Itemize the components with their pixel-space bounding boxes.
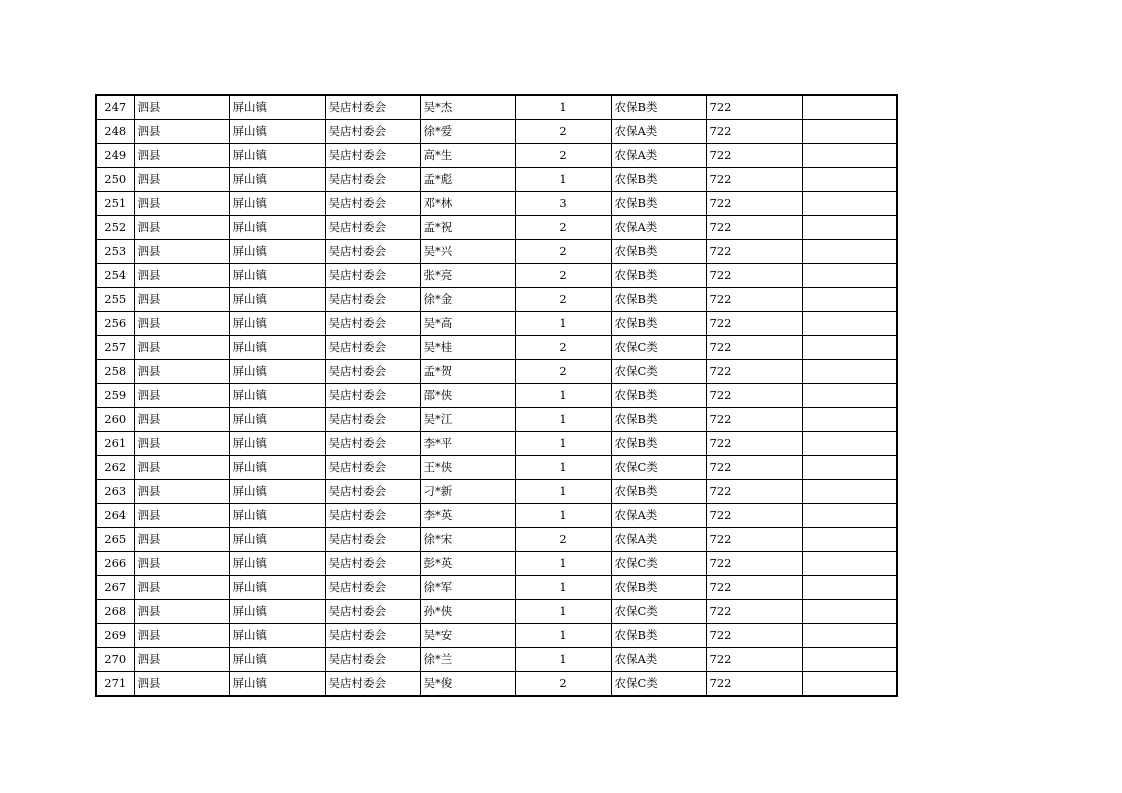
count-cell: 2: [515, 240, 611, 264]
town-cell: 屏山镇: [229, 264, 325, 288]
remark-cell: [802, 624, 897, 648]
remark-cell: [802, 552, 897, 576]
county-cell: 泗县: [134, 312, 229, 336]
county-cell: 泗县: [134, 264, 229, 288]
table-row: [96, 144, 897, 168]
count-cell: 1: [515, 600, 611, 624]
remark-cell: [802, 360, 897, 384]
county-cell: 泗县: [134, 216, 229, 240]
name-cell: 李*平: [420, 432, 515, 456]
amount-cell: 722: [706, 192, 802, 216]
table-row: [96, 576, 897, 600]
village-cell: 吴店村委会: [325, 168, 420, 192]
name-cell: 徐*宋: [420, 528, 515, 552]
name-cell: 邓*林: [420, 192, 515, 216]
name-cell: 徐*爱: [420, 120, 515, 144]
category-cell: 农保B类: [611, 168, 706, 192]
remark-cell: [802, 95, 897, 120]
category-cell: 农保B类: [611, 384, 706, 408]
count-cell: 2: [515, 144, 611, 168]
amount-cell: 722: [706, 216, 802, 240]
name-cell: 吴*兴: [420, 240, 515, 264]
row-index-cell: 251: [96, 192, 134, 216]
row-index-cell: 267: [96, 576, 134, 600]
data-table: [95, 94, 898, 697]
village-cell: 吴店村委会: [325, 120, 420, 144]
amount-cell: 722: [706, 240, 802, 264]
county-cell: 泗县: [134, 672, 229, 697]
count-cell: 1: [515, 576, 611, 600]
category-cell: 农保B类: [611, 576, 706, 600]
village-cell: 吴店村委会: [325, 336, 420, 360]
amount-cell: 722: [706, 95, 802, 120]
name-cell: 吴*安: [420, 624, 515, 648]
name-cell: 孙*侠: [420, 600, 515, 624]
village-cell: 吴店村委会: [325, 624, 420, 648]
name-cell: 孟*彪: [420, 168, 515, 192]
row-index-cell: 265: [96, 528, 134, 552]
county-cell: 泗县: [134, 528, 229, 552]
category-cell: 农保A类: [611, 648, 706, 672]
table-row: [96, 95, 897, 120]
county-cell: 泗县: [134, 192, 229, 216]
table-row: [96, 432, 897, 456]
town-cell: 屏山镇: [229, 192, 325, 216]
remark-cell: [802, 336, 897, 360]
table-row: [96, 648, 897, 672]
table-row: [96, 672, 897, 697]
remark-cell: [802, 456, 897, 480]
village-cell: 吴店村委会: [325, 312, 420, 336]
amount-cell: 722: [706, 552, 802, 576]
row-index-cell: 264: [96, 504, 134, 528]
remark-cell: [802, 576, 897, 600]
count-cell: 2: [515, 288, 611, 312]
row-index-cell: 255: [96, 288, 134, 312]
remark-cell: [802, 216, 897, 240]
count-cell: 1: [515, 648, 611, 672]
amount-cell: 722: [706, 312, 802, 336]
town-cell: 屏山镇: [229, 288, 325, 312]
town-cell: 屏山镇: [229, 312, 325, 336]
town-cell: 屏山镇: [229, 336, 325, 360]
remark-cell: [802, 240, 897, 264]
county-cell: 泗县: [134, 240, 229, 264]
amount-cell: 722: [706, 144, 802, 168]
row-index-cell: 256: [96, 312, 134, 336]
count-cell: 2: [515, 120, 611, 144]
category-cell: 农保A类: [611, 528, 706, 552]
count-cell: 1: [515, 480, 611, 504]
remark-cell: [802, 672, 897, 697]
row-index-cell: 261: [96, 432, 134, 456]
amount-cell: 722: [706, 384, 802, 408]
name-cell: 彭*英: [420, 552, 515, 576]
amount-cell: 722: [706, 576, 802, 600]
name-cell: 王*侠: [420, 456, 515, 480]
town-cell: 屏山镇: [229, 504, 325, 528]
village-cell: 吴店村委会: [325, 192, 420, 216]
name-cell: 吴*桂: [420, 336, 515, 360]
count-cell: 1: [515, 456, 611, 480]
category-cell: 农保B类: [611, 264, 706, 288]
table-row: [96, 192, 897, 216]
village-cell: 吴店村委会: [325, 480, 420, 504]
table-row: [96, 552, 897, 576]
amount-cell: 722: [706, 168, 802, 192]
table-row: [96, 528, 897, 552]
village-cell: 吴店村委会: [325, 528, 420, 552]
table-row: [96, 216, 897, 240]
table-row: [96, 456, 897, 480]
amount-cell: 722: [706, 648, 802, 672]
category-cell: 农保A类: [611, 216, 706, 240]
table-row: [96, 264, 897, 288]
amount-cell: 722: [706, 624, 802, 648]
name-cell: 徐*金: [420, 288, 515, 312]
category-cell: 农保C类: [611, 600, 706, 624]
row-index-cell: 262: [96, 456, 134, 480]
table-row: [96, 600, 897, 624]
count-cell: 1: [515, 552, 611, 576]
county-cell: 泗县: [134, 336, 229, 360]
category-cell: 农保B类: [611, 240, 706, 264]
name-cell: 孟*祝: [420, 216, 515, 240]
category-cell: 农保B类: [611, 95, 706, 120]
row-index-cell: 258: [96, 360, 134, 384]
village-cell: 吴店村委会: [325, 408, 420, 432]
town-cell: 屏山镇: [229, 528, 325, 552]
county-cell: 泗县: [134, 648, 229, 672]
county-cell: 泗县: [134, 600, 229, 624]
village-cell: 吴店村委会: [325, 264, 420, 288]
category-cell: 农保B类: [611, 312, 706, 336]
remark-cell: [802, 384, 897, 408]
village-cell: 吴店村委会: [325, 216, 420, 240]
town-cell: 屏山镇: [229, 168, 325, 192]
remark-cell: [802, 264, 897, 288]
remark-cell: [802, 192, 897, 216]
name-cell: 吴*江: [420, 408, 515, 432]
town-cell: 屏山镇: [229, 360, 325, 384]
count-cell: 1: [515, 312, 611, 336]
remark-cell: [802, 480, 897, 504]
count-cell: 1: [515, 504, 611, 528]
remark-cell: [802, 312, 897, 336]
table-row: [96, 384, 897, 408]
town-cell: 屏山镇: [229, 95, 325, 120]
town-cell: 屏山镇: [229, 432, 325, 456]
category-cell: 农保B类: [611, 432, 706, 456]
table-row: [96, 408, 897, 432]
remark-cell: [802, 144, 897, 168]
remark-cell: [802, 120, 897, 144]
table-body: [96, 95, 897, 696]
town-cell: 屏山镇: [229, 144, 325, 168]
county-cell: 泗县: [134, 480, 229, 504]
category-cell: 农保C类: [611, 672, 706, 697]
county-cell: 泗县: [134, 624, 229, 648]
table-row: [96, 336, 897, 360]
village-cell: 吴店村委会: [325, 576, 420, 600]
county-cell: 泗县: [134, 168, 229, 192]
table-row: [96, 120, 897, 144]
village-cell: 吴店村委会: [325, 432, 420, 456]
remark-cell: [802, 528, 897, 552]
village-cell: 吴店村委会: [325, 384, 420, 408]
village-cell: 吴店村委会: [325, 144, 420, 168]
county-cell: 泗县: [134, 576, 229, 600]
table-row: [96, 240, 897, 264]
category-cell: 农保B类: [611, 408, 706, 432]
count-cell: 1: [515, 168, 611, 192]
category-cell: 农保B类: [611, 192, 706, 216]
remark-cell: [802, 504, 897, 528]
amount-cell: 722: [706, 672, 802, 697]
table-row: [96, 168, 897, 192]
town-cell: 屏山镇: [229, 240, 325, 264]
row-index-cell: 253: [96, 240, 134, 264]
count-cell: 2: [515, 360, 611, 384]
table-row: [96, 480, 897, 504]
name-cell: 刁*新: [420, 480, 515, 504]
category-cell: 农保C类: [611, 456, 706, 480]
amount-cell: 722: [706, 504, 802, 528]
village-cell: 吴店村委会: [325, 552, 420, 576]
town-cell: 屏山镇: [229, 408, 325, 432]
amount-cell: 722: [706, 360, 802, 384]
county-cell: 泗县: [134, 384, 229, 408]
count-cell: 1: [515, 408, 611, 432]
town-cell: 屏山镇: [229, 552, 325, 576]
row-index-cell: 269: [96, 624, 134, 648]
table-row: [96, 288, 897, 312]
name-cell: 邵*侠: [420, 384, 515, 408]
category-cell: 农保B类: [611, 288, 706, 312]
county-cell: 泗县: [134, 432, 229, 456]
count-cell: 2: [515, 336, 611, 360]
category-cell: 农保C类: [611, 336, 706, 360]
remark-cell: [802, 648, 897, 672]
amount-cell: 722: [706, 408, 802, 432]
town-cell: 屏山镇: [229, 216, 325, 240]
name-cell: 徐*兰: [420, 648, 515, 672]
amount-cell: 722: [706, 528, 802, 552]
remark-cell: [802, 288, 897, 312]
town-cell: 屏山镇: [229, 624, 325, 648]
name-cell: 吴*高: [420, 312, 515, 336]
village-cell: 吴店村委会: [325, 95, 420, 120]
count-cell: 2: [515, 528, 611, 552]
row-index-cell: 250: [96, 168, 134, 192]
row-index-cell: 263: [96, 480, 134, 504]
name-cell: 高*生: [420, 144, 515, 168]
count-cell: 3: [515, 192, 611, 216]
town-cell: 屏山镇: [229, 480, 325, 504]
town-cell: 屏山镇: [229, 576, 325, 600]
remark-cell: [802, 168, 897, 192]
row-index-cell: 259: [96, 384, 134, 408]
count-cell: 2: [515, 672, 611, 697]
count-cell: 1: [515, 432, 611, 456]
row-index-cell: 266: [96, 552, 134, 576]
county-cell: 泗县: [134, 408, 229, 432]
village-cell: 吴店村委会: [325, 288, 420, 312]
category-cell: 农保A类: [611, 120, 706, 144]
row-index-cell: 271: [96, 672, 134, 697]
row-index-cell: 270: [96, 648, 134, 672]
remark-cell: [802, 432, 897, 456]
amount-cell: 722: [706, 120, 802, 144]
row-index-cell: 260: [96, 408, 134, 432]
town-cell: 屏山镇: [229, 456, 325, 480]
name-cell: 张*亮: [420, 264, 515, 288]
category-cell: 农保A类: [611, 144, 706, 168]
amount-cell: 722: [706, 288, 802, 312]
name-cell: 吴*杰: [420, 95, 515, 120]
row-index-cell: 249: [96, 144, 134, 168]
table-row: [96, 504, 897, 528]
county-cell: 泗县: [134, 288, 229, 312]
county-cell: 泗县: [134, 120, 229, 144]
category-cell: 农保B类: [611, 624, 706, 648]
name-cell: 吴*俊: [420, 672, 515, 697]
row-index-cell: 254: [96, 264, 134, 288]
county-cell: 泗县: [134, 95, 229, 120]
category-cell: 农保A类: [611, 504, 706, 528]
category-cell: 农保B类: [611, 480, 706, 504]
village-cell: 吴店村委会: [325, 240, 420, 264]
amount-cell: 722: [706, 456, 802, 480]
town-cell: 屏山镇: [229, 384, 325, 408]
name-cell: 李*英: [420, 504, 515, 528]
town-cell: 屏山镇: [229, 600, 325, 624]
count-cell: 2: [515, 264, 611, 288]
name-cell: 徐*军: [420, 576, 515, 600]
row-index-cell: 257: [96, 336, 134, 360]
amount-cell: 722: [706, 600, 802, 624]
remark-cell: [802, 408, 897, 432]
row-index-cell: 252: [96, 216, 134, 240]
category-cell: 农保C类: [611, 552, 706, 576]
village-cell: 吴店村委会: [325, 456, 420, 480]
village-cell: 吴店村委会: [325, 504, 420, 528]
row-index-cell: 248: [96, 120, 134, 144]
name-cell: 孟*贺: [420, 360, 515, 384]
village-cell: 吴店村委会: [325, 360, 420, 384]
village-cell: 吴店村委会: [325, 600, 420, 624]
county-cell: 泗县: [134, 456, 229, 480]
county-cell: 泗县: [134, 504, 229, 528]
row-index-cell: 268: [96, 600, 134, 624]
county-cell: 泗县: [134, 360, 229, 384]
table-row: [96, 312, 897, 336]
town-cell: 屏山镇: [229, 120, 325, 144]
remark-cell: [802, 600, 897, 624]
category-cell: 农保C类: [611, 360, 706, 384]
town-cell: 屏山镇: [229, 648, 325, 672]
town-cell: 屏山镇: [229, 672, 325, 697]
amount-cell: 722: [706, 264, 802, 288]
count-cell: 1: [515, 384, 611, 408]
count-cell: 1: [515, 95, 611, 120]
village-cell: 吴店村委会: [325, 648, 420, 672]
table-row: [96, 624, 897, 648]
village-cell: 吴店村委会: [325, 672, 420, 697]
county-cell: 泗县: [134, 552, 229, 576]
amount-cell: 722: [706, 480, 802, 504]
amount-cell: 722: [706, 432, 802, 456]
table-row: [96, 360, 897, 384]
amount-cell: 722: [706, 336, 802, 360]
count-cell: 2: [515, 216, 611, 240]
county-cell: 泗县: [134, 144, 229, 168]
row-index-cell: 247: [96, 95, 134, 120]
count-cell: 1: [515, 624, 611, 648]
